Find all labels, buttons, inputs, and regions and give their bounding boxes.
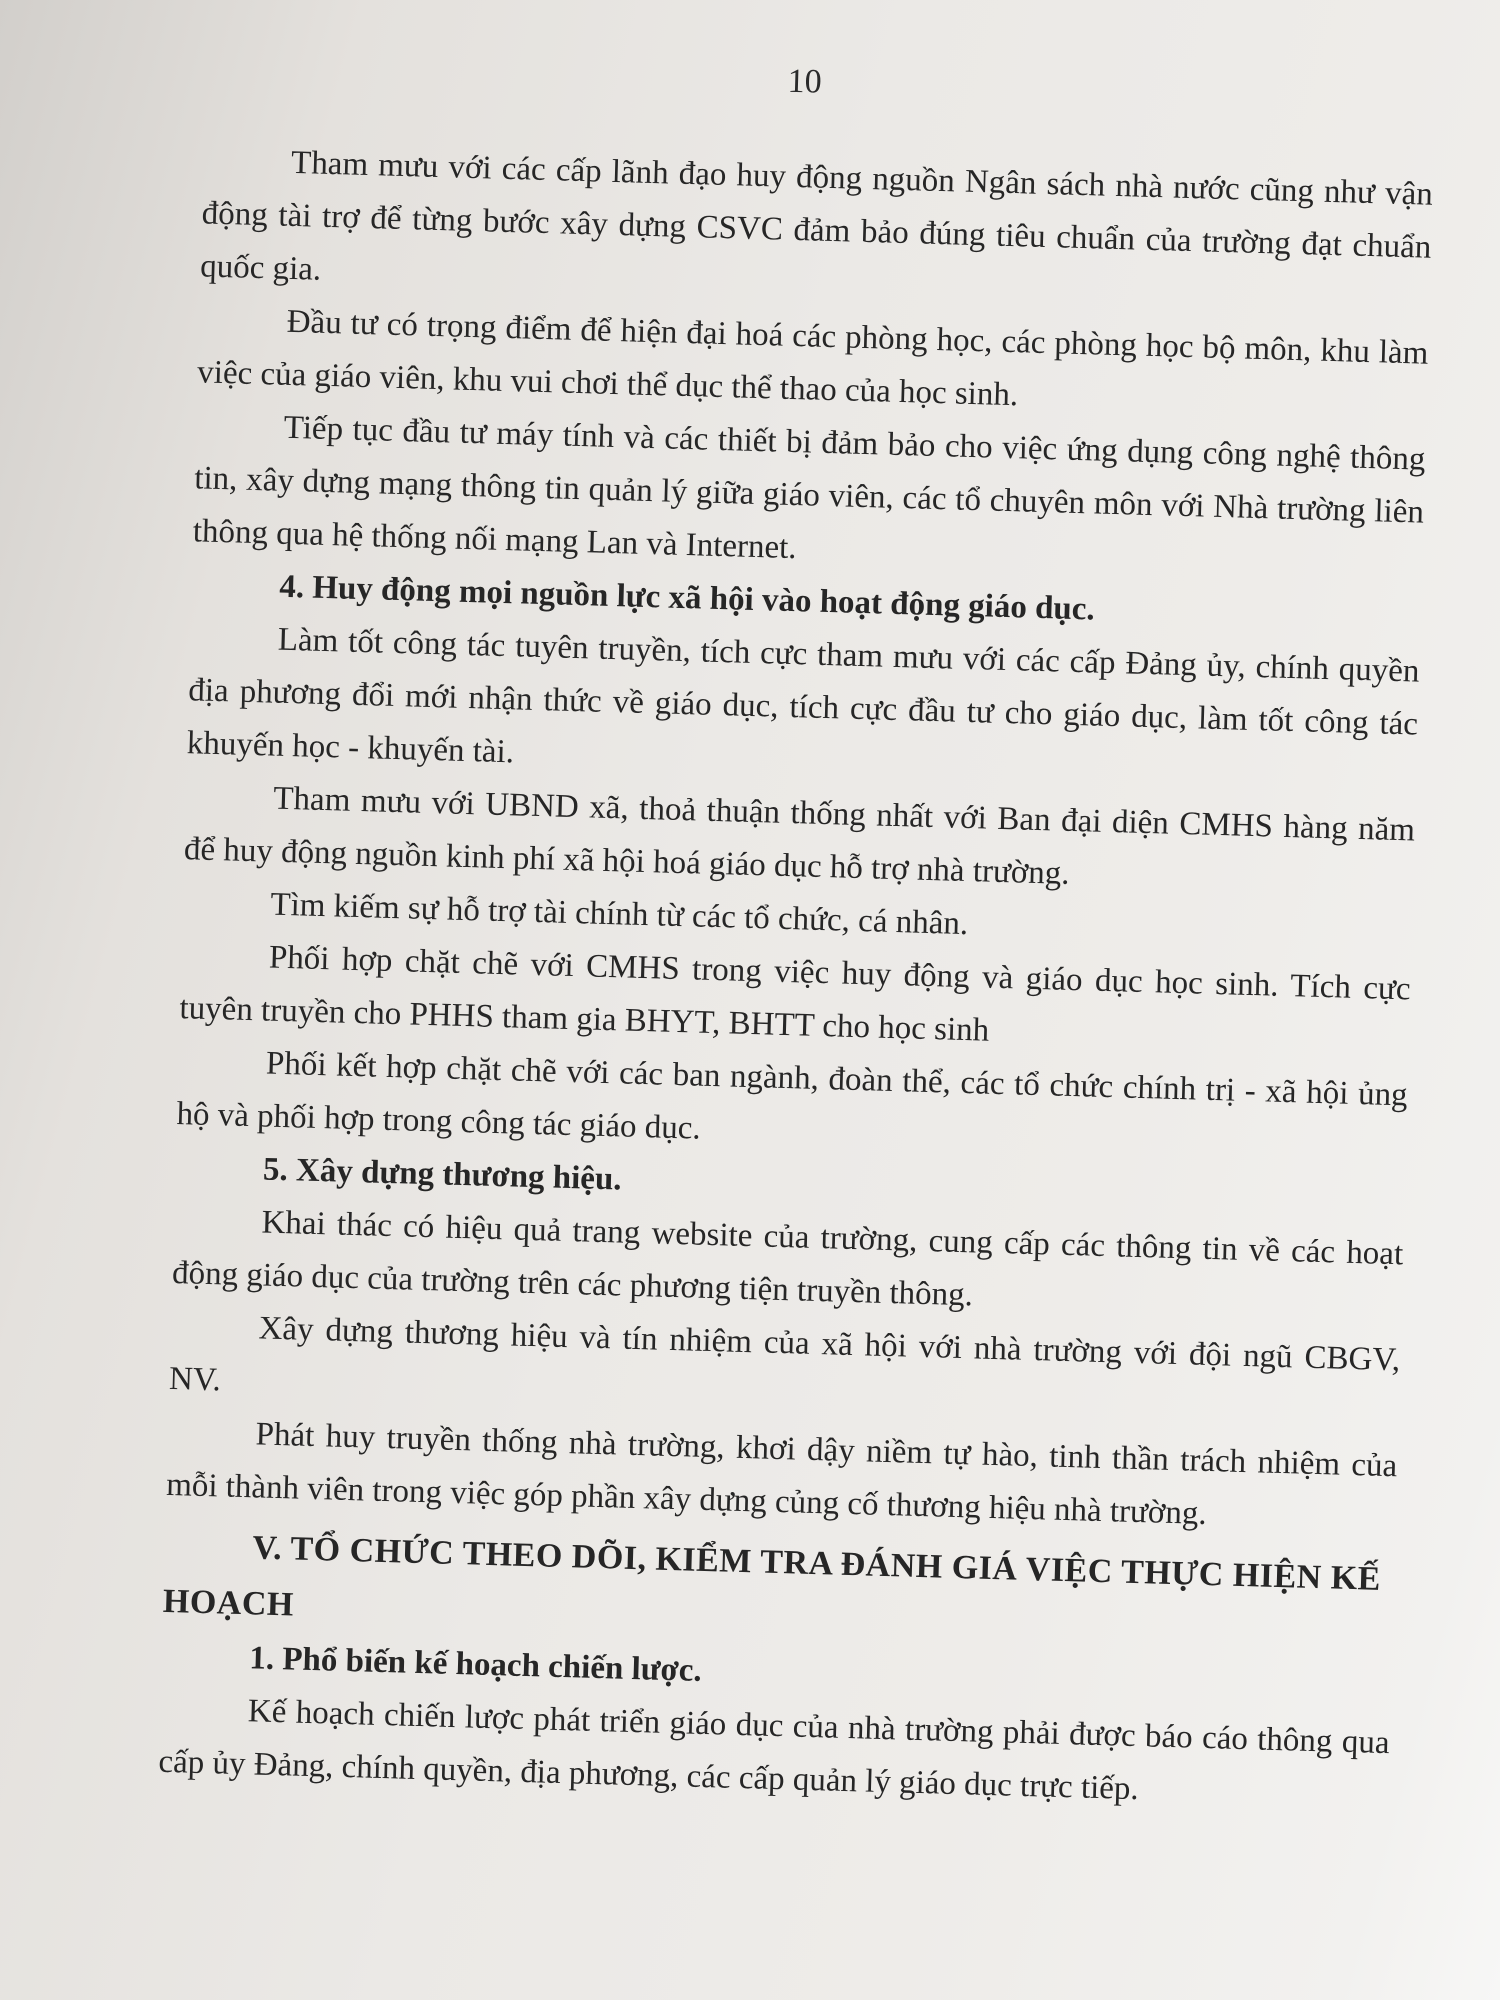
page-number: 10 xyxy=(787,62,823,101)
paragraph-propaganda: Làm tốt công tác tuyên truyền, tích cực tham mưu với các cấp Đảng ủy, chính quyền địa phương đổi mới nhận thức về giáo dục, tích cực đầu tư cho giáo dục, làm tốt công tác khuyến học - khuyến tài. xyxy=(186,621,1420,771)
heading-brand-building: 5. Xây dựng thương hiệu. xyxy=(262,1151,623,1198)
paragraph-parent-coordination: Phối hợp chặt chẽ với CMHS trong việc huy động và giáo dục học sinh. Tích cực tuyên truyền cho PHHS tham gia BHYT, BHTT cho học sinh xyxy=(179,939,1412,1049)
document-body xyxy=(158,134,1434,1823)
paragraph-organization-coordination: Phối kết hợp chặt chẽ với các ban ngành, đoàn thể, các tổ chức chính trị - xã hội ủng hộ và phối hợp trong công tác giáo dục. xyxy=(176,1045,1409,1147)
paragraph-financial-support: Tìm kiếm sự hỗ trợ tài chính từ các tổ chức, cá nhân. xyxy=(269,886,969,943)
paragraph-website: Khai thác có hiệu quả trang website của trường, cung cấp các thông tin về các hoạt động giáo dục của trường trên các phương tiện truyền thông. xyxy=(171,1204,1404,1314)
paragraph-classroom-investment: Đầu tư có trọng điểm để hiện đại hoá các phòng học, các phòng học bộ môn, khu làm việc của giáo viên, khu vui chơi thể dục thể thao của học sinh. xyxy=(196,303,1429,414)
paragraph-commune-agreement: Tham mưu với UBND xã, thoả thuận thống nhất với Ban đại diện CMHS hàng năm để huy động nguồn kinh phí xã hội hoá giáo dục hỗ trợ nhà trường. xyxy=(183,780,1416,892)
paragraph-tradition: Phát huy truyền thống nhà trường, khơi dậy niềm tự hào, tinh thần trách nhiệm của mỗi thành viên trong việc góp phần xây dựng củng cố thương hiệu nhà trường. xyxy=(165,1416,1398,1532)
paragraph-it-investment: Tiếp tục đầu tư máy tính và các thiết bị đảm bảo cho việc ứng dụng công nghệ thông tin, xây dựng mạng thông tin quản lý giữa giáo viên, các tổ chuyên môn với Nhà trường liên thông qua hệ thống nối mạng Lan và Internet. xyxy=(192,409,1426,567)
section-heading-monitoring: V. TỔ CHỨC THEO DÕI, KIỂM TRA ĐÁNH GIÁ VIỆC THỰC HIỆN KẾ HOẠCH xyxy=(162,1529,1382,1624)
paragraph-plan-report: Kế hoạch chiến lược phát triển giáo dục của nhà trường phải được báo cáo thông qua cấp ủy Đảng, chính quyền, địa phương, các cấp quản lý giáo dục trực tiếp. xyxy=(157,1693,1391,1808)
paragraph-brand-trust: Xây dựng thương hiệu và tín nhiệm của xã hội với nhà trường với đội ngũ CBGV, NV. xyxy=(168,1310,1401,1399)
paragraph-budget-mobilization: Tham mưu với các cấp lãnh đạo huy động nguồn Ngân sách nhà nước cũng như vận động tài trợ để từng bước xây dựng CSVC đảm bảo đúng tiêu chuẩn của trường đạt chuẩn quốc gia. xyxy=(199,144,1434,288)
heading-mobilize-resources: 4. Huy động mọi nguồn lực xã hội vào hoạt động giáo dục. xyxy=(278,568,1096,628)
heading-disseminate-plan: 1. Phổ biến kế hoạch chiến lược. xyxy=(248,1640,703,1689)
